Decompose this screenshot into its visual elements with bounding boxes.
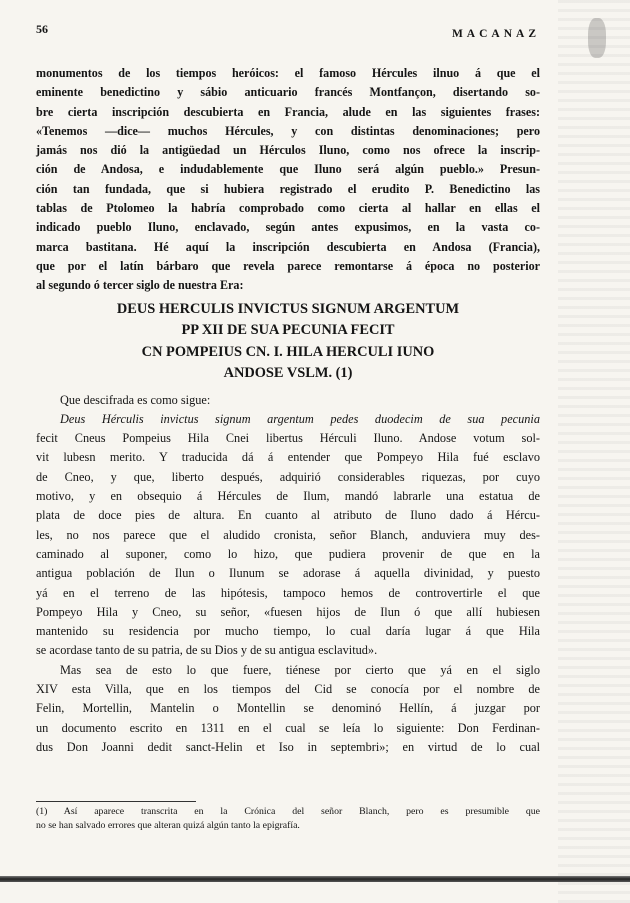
- text-line: Deus Hérculis invictus signum argentum pedes duodecim de sua pecunia: [60, 411, 540, 426]
- text-line: que por el latín bárbaro que revela parece remontarse á época no posterior: [36, 258, 540, 273]
- text-line: les, no nos parece que el aludido cronista, señor Blanch, anduviera muy des-: [36, 527, 540, 542]
- text-line: se acordase tanto de su patria, de su Dios y de su antigua esclavitud».: [36, 643, 378, 658]
- text-line: ción tan fundada, que si hubiera registrado el erudito P. Benedictino las: [36, 181, 540, 196]
- page-header: [36, 22, 540, 40]
- text-line: motivo, y en obsequio á Hércules de Ilum, mandó labrarle una estatua de: [36, 489, 540, 504]
- text-line: plata de doce pies de altura. En cuanto al atributo de Iluno dado á Hércu-: [36, 508, 540, 523]
- inscription-line: PP XII DE SUA PECUNIA FECIT: [181, 322, 395, 339]
- text-line: caminado al suponer, como lo hizo, que pudiera provenir de que en la: [36, 546, 540, 561]
- text-line: jamás nos dió la antigüedad un Hérculos Iluno, como nos ofrece la inscrip-: [36, 143, 540, 158]
- text-line: marca bastitana. Hé aquí la inscripción descubierta en Andosa (Francia),: [36, 239, 540, 254]
- text-line: tablas de Ptolomeo la habría comprobado como cierta al hallar en ellas el: [36, 201, 540, 216]
- footnote-divider: [36, 801, 196, 802]
- text-line: Pompeyo Hila y Cneo, su señor, «fuesen hijos de Ilun ó que allí hubiesen: [36, 604, 540, 619]
- latin-inscription: [36, 299, 540, 385]
- footnote-line: no se han salvado errores que alteran quizá algún tanto la epigrafía.: [36, 820, 300, 831]
- text-line: bre cierta inscripción descubierta en Francia, alude en las siguientes frases:: [36, 104, 540, 119]
- text-line: de Cneo, y que, liberto después, adquirió considerables riquezas, por cuyo: [36, 469, 540, 484]
- text-line: monumentos de los tiempos heróicos: el famoso Hércules ilnuo á que el: [36, 66, 540, 80]
- running-head: MACANAZ: [451, 28, 540, 40]
- inscription-line: ANDOSE VSLM. (1): [223, 365, 353, 382]
- scan-blot: [588, 18, 606, 58]
- footnote-line: (1) Así aparece transcrita en la Crónica del señor Blanch, pero es presumible que: [36, 806, 540, 817]
- text-line: Que descifrada es como sigue:: [60, 392, 211, 407]
- text-line: dus Don Joanni dedit sanct-Helin et Iso in septembri»; en virtud de lo cual: [36, 739, 540, 754]
- text-line: yá en el terreno de las hipótesis, tampoco hemos de controvertirle el que: [36, 585, 540, 600]
- text-line: al segundo ó tercer siglo de nuestra Era:: [36, 278, 244, 293]
- text-line: antigua población de Ilun o Ilunum se adorase á aquella divinidad, y puesto: [36, 566, 540, 581]
- text-line: «Tenemos —dice— muchos Hércules, y con distintas denominaciones; pero: [36, 123, 540, 138]
- scan-edge-shadow: [558, 0, 630, 903]
- text-line: Mas sea de esto lo que fuere, tiénese por cierto que yá en el siglo: [60, 662, 540, 677]
- footnote: [36, 805, 540, 833]
- text-line: ción de Andosa, e indudablemente que Iluno será algún pueblo.» Presun-: [36, 162, 540, 177]
- text-line: fecit Cneus Pompeius Hila Cnei libertus Hérculi Iluno. Andose votum sol-: [36, 431, 540, 446]
- text-line: un documento escrito en 1311 en el cual se leía lo siguiente: Don Ferdinan-: [36, 720, 540, 735]
- text-line: XIV esta Villa, que en los tiempos del Cid se conocía por el nombre de: [36, 682, 540, 697]
- text-line: indicado pueblo Iluno, enclavado, según antes expusimos, en la vasta co-: [36, 220, 540, 235]
- text-line: mantenido su residencia por mucho tiempo, lo cual daría lugar á que Hila: [36, 624, 540, 639]
- inscription-line: CN POMPEIUS CN. I. HILA HERCULI IUNO: [141, 343, 435, 360]
- paragraph-2: [36, 391, 540, 661]
- text-line: eminente benedictino y sábio anticuario francés Montfançon, disertando so-: [36, 85, 540, 100]
- paragraph-1: [36, 64, 540, 296]
- inscription-line: DEUS HERCULIS INVICTUS SIGNUM ARGENTUM: [116, 300, 460, 317]
- page-body: [36, 64, 540, 757]
- page-number: 56: [36, 22, 48, 36]
- scan-bottom-band: [0, 876, 630, 882]
- text-line: Felin, Mortellin, Mantelin o Montellin se denominó Hellín, á juzgar por: [36, 701, 540, 716]
- paragraph-3: [36, 661, 540, 757]
- text-line: vit lubesn merito. Y traducida dá á entender que Pompeyo Hila fué esclavo: [36, 450, 540, 465]
